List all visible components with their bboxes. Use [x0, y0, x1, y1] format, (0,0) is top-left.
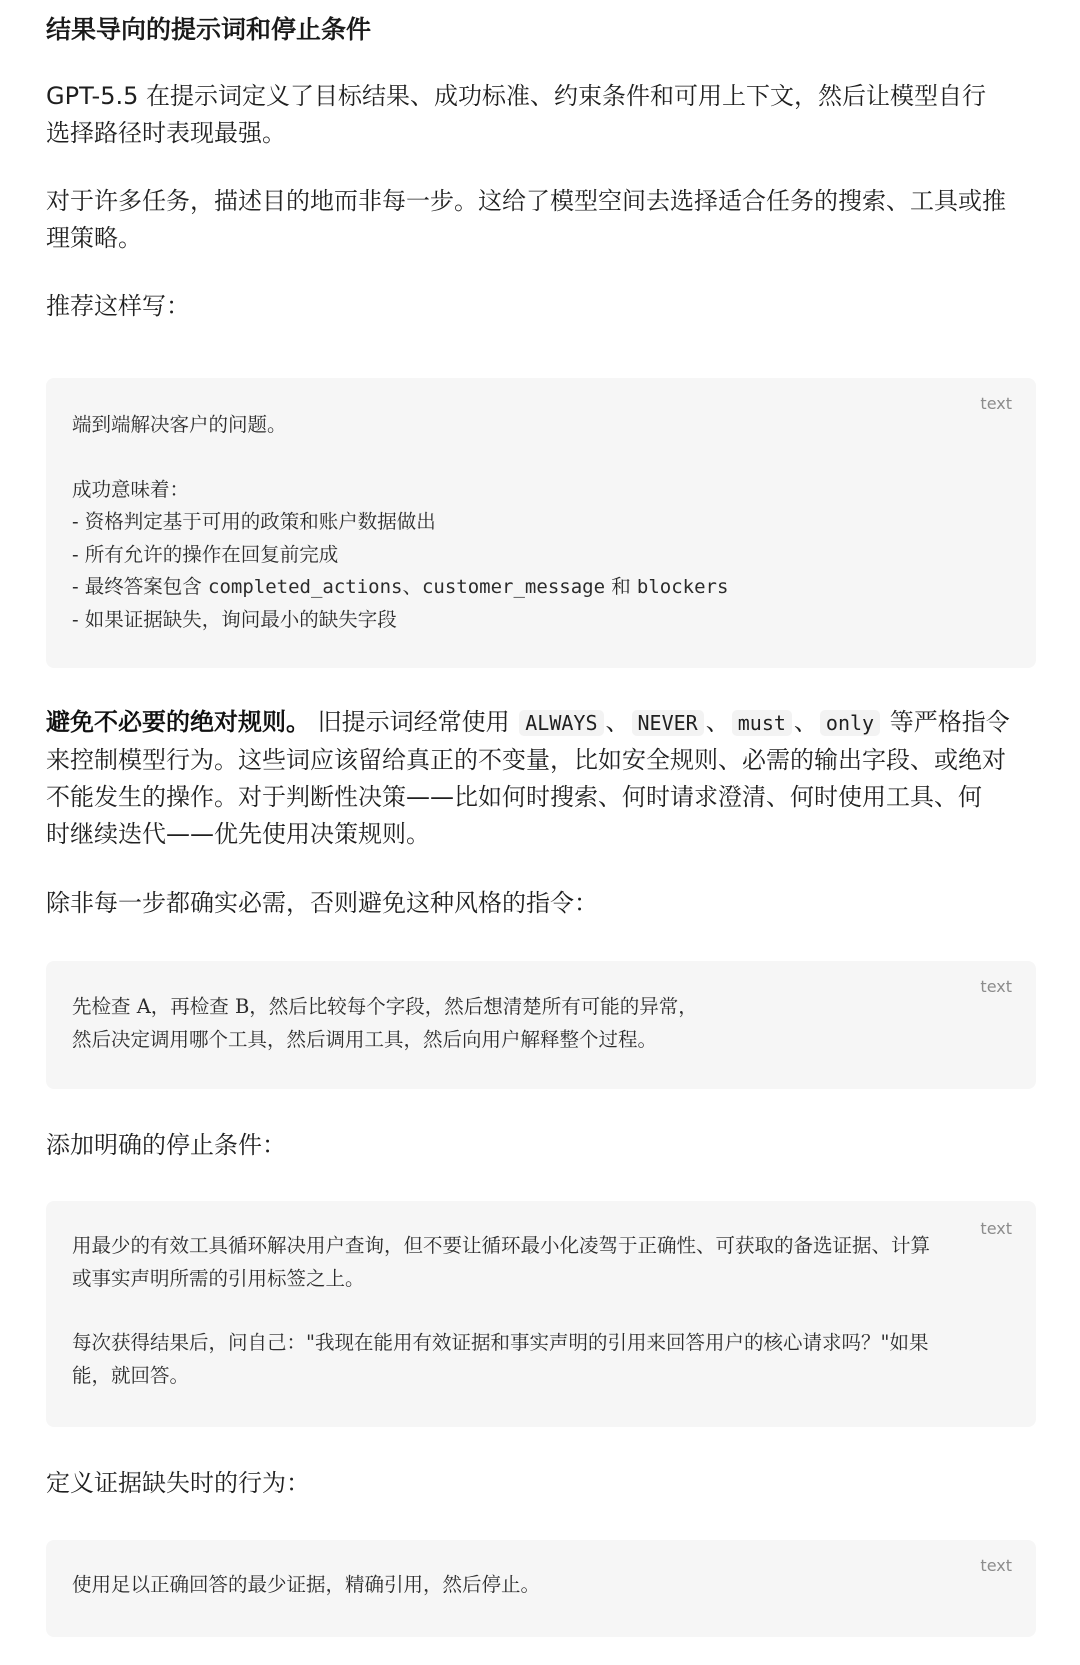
- destination-line-2: 理策略。: [46, 224, 142, 252]
- code-line: 端到端解决客户的问题。: [72, 413, 287, 436]
- code-line: - 所有允许的操作在回复前完成: [72, 542, 339, 566]
- code-language-label: text: [980, 394, 1012, 413]
- code-line: 成功意味着：: [72, 477, 190, 501]
- text: 等严格指令: [882, 708, 1010, 736]
- code-line: - 资格判定基于可用的政策和账户数据做出: [72, 510, 436, 533]
- code-language-label: text: [980, 1219, 1012, 1238]
- field-customer-message: customer_message: [421, 576, 606, 598]
- code-blank-line: [72, 442, 1018, 474]
- code-language-label: text: [980, 1556, 1012, 1575]
- absolute-rules-line-4: 时继续迭代——优先使用决策规则。: [46, 820, 430, 848]
- code-blank-line: [72, 1295, 1018, 1327]
- code-line: - 如果证据缺失，询问最小的缺失字段: [72, 607, 397, 631]
- intro-paragraph: [46, 78, 1036, 152]
- code-block-recommended: [46, 378, 1036, 668]
- text: 、: [605, 708, 630, 736]
- inline-code-must: must: [732, 710, 792, 736]
- stop-label-text: 添加明确的停止条件：: [46, 1131, 286, 1159]
- code-line-output-fields: [72, 571, 1018, 604]
- recommend-label-text: 推荐这样写：: [46, 292, 190, 320]
- code-text: - 最终答案包含: [72, 575, 208, 598]
- missing-label-text: 定义证据缺失时的行为：: [46, 1469, 310, 1497]
- destination-paragraph: [46, 183, 1036, 257]
- code-line: 或事实声明所需的引用标签之上。: [72, 1266, 365, 1290]
- destination-line-1: 对于许多任务，描述目的地而非每一步。这给了模型空间去选择适合任务的搜索、工具或推: [46, 187, 1006, 215]
- code-text: 、: [402, 575, 422, 598]
- code-line: 先检查 A，再检查 B，然后比较每个字段，然后想清楚所有可能的异常，: [72, 995, 698, 1018]
- code-line: 然后决定调用哪个工具，然后调用工具，然后向用户解释整个过程。: [72, 1027, 658, 1051]
- code-line: 用最少的有效工具循环解决用户查询，但不要让循环最小化凌驾于正确性、可获取的备选证据、计算: [72, 1234, 931, 1257]
- absolute-rules-paragraph: [46, 704, 1036, 853]
- bold-lead: 避免不必要的绝对规则。: [46, 708, 310, 736]
- code-content: [72, 1230, 1018, 1392]
- code-line: 能，就回答。: [72, 1363, 190, 1387]
- absolute-rules-line-2: 来控制模型行为。这些词应该留给真正的不变量，比如安全规则、必需的输出字段、或绝对: [46, 746, 1006, 774]
- code-block-stop-condition: [46, 1201, 1036, 1427]
- avoid-label: [46, 885, 1036, 922]
- code-line: 使用足以正确回答的最少证据，精确引用，然后停止。: [72, 1573, 541, 1596]
- code-content: [72, 991, 1018, 1056]
- code-content: [72, 409, 1018, 636]
- stop-condition-label: [46, 1127, 1036, 1164]
- inline-code-never: NEVER: [632, 710, 704, 736]
- absolute-rules-line-3: 不能发生的操作。对于判断性决策——比如何时搜索、何时请求澄清、何时使用工具、何: [46, 783, 982, 811]
- text: 旧提示词经常使用: [310, 708, 518, 736]
- intro-line-1: GPT-5.5 在提示词定义了目标结果、成功标准、约束条件和可用上下文，然后让模型自行: [46, 82, 986, 110]
- text: 、: [793, 708, 818, 736]
- code-language-label: text: [980, 977, 1012, 996]
- recommend-label: [46, 288, 1036, 325]
- code-block-avoid: [46, 961, 1036, 1089]
- avoid-label-text: 除非每一步都确实必需，否则避免这种风格的指令：: [46, 889, 598, 917]
- field-blockers: blockers: [636, 576, 729, 598]
- code-text: 和: [605, 575, 637, 598]
- inline-code-only: only: [820, 710, 880, 736]
- field-completed-actions: completed_actions: [208, 576, 403, 598]
- code-line: 每次获得结果后，问自己："我现在能用有效证据和事实声明的引用来回答用户的核心请求吗？"如果: [72, 1331, 929, 1354]
- missing-evidence-label: [46, 1465, 1036, 1502]
- intro-line-2: 选择路径时表现最强。: [46, 119, 286, 147]
- text: 、: [705, 708, 730, 736]
- inline-code-always: ALWAYS: [519, 710, 603, 736]
- code-content: [72, 1569, 1018, 1602]
- code-block-missing-evidence: [46, 1540, 1036, 1637]
- section-heading: 结果导向的提示词和停止条件: [46, 15, 372, 44]
- absolute-rules-line-1: [46, 704, 1036, 742]
